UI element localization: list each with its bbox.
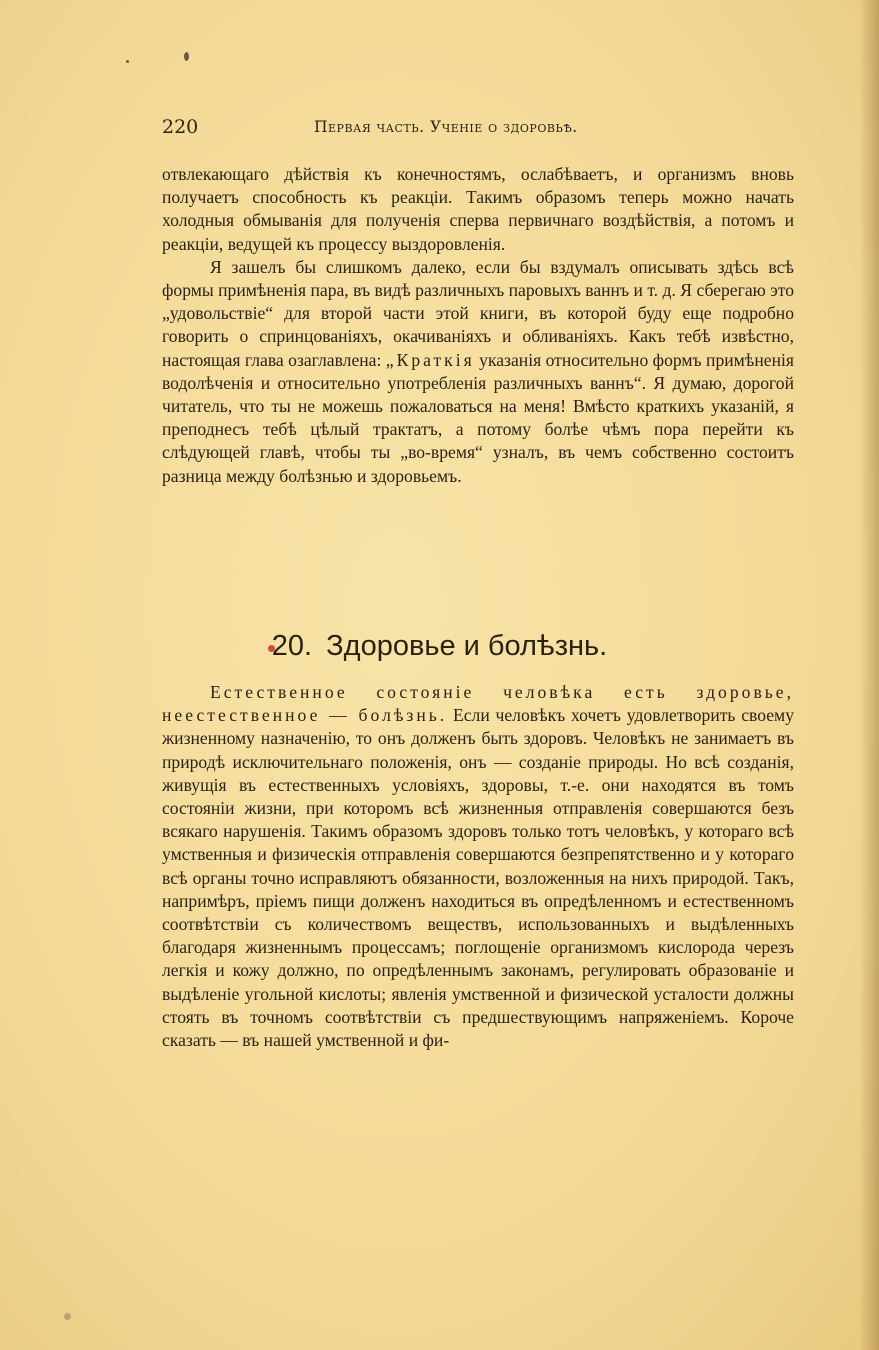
page-number: 220: [162, 116, 199, 138]
section-title: Здоровье и болѣзнь.: [326, 630, 608, 662]
ink-speck: [64, 1313, 71, 1320]
paragraph-text: Я зашелъ бы слишкомъ далеко, если бы вздумалъ описывать здѣсь всѣ формы примѣненія пара, въ видѣ различныхъ паровыхъ ваннъ и т. д. Я сберегаю это „удовольствіе“ для второй части этой книги, въ которой буду еще подробно говорить о спринцованіяхъ, окачиваніяхъ и обливаніяхъ. Какъ тебѣ извѣстно, настоящая глава озаглавлена:: [162, 256, 794, 370]
ink-speck: [126, 60, 129, 63]
section-heading: [0, 630, 879, 663]
paragraph: [162, 681, 794, 1052]
page-header: [162, 116, 802, 140]
running-head: Первая часть. Ученіе о здоровьѣ.: [314, 118, 578, 136]
emphasized-text: „Краткія: [385, 349, 475, 370]
paragraph-text: указанія относительно формъ примѣненія водолѣченія и относительно употребленія различныхъ ваннъ“. Я думаю, дорогой читатель, что ты не можешь пожаловаться на меня! Вмѣсто краткихъ указаній, я преподнесъ тебѣ цѣлый трактатъ, а потому болѣе чѣмъ пора перейти къ слѣдующей главѣ, чтобы ты „во-время“ узналъ, въ чемъ собственно состоитъ разница между болѣзнью и здоровьемъ.: [162, 349, 794, 486]
paragraph: отвлекающаго дѣйствія къ конечностямъ, ослабѣваетъ, и организмъ вновь получаетъ способность къ реакціи. Такимъ образомъ теперь можно начать холодныя обмыванія для полученія сперва первичнаго воздѣйствія, а потомъ и реакціи, ведущей къ процессу выздоровленія.: [162, 164, 794, 254]
paragraph: [162, 256, 794, 488]
text-block-section: [162, 681, 794, 1052]
ink-speck: [184, 52, 189, 61]
section-number: 20.: [271, 630, 313, 662]
emphasized-text: Естественное состояніе человѣка есть здоровье, неестественное — болѣзнь.: [162, 682, 794, 726]
text-block-top: [162, 163, 794, 488]
page-edge-shadow: [859, 0, 879, 1350]
paragraph-text: Если человѣкъ хочетъ удовлетворить своему жизненному назначенію, то онъ долженъ быть здоровъ. Человѣкъ не занимаетъ въ природѣ исключительнаго положенія, онъ — созданіе природы. Но всѣ созданія, живущія въ естественныхъ условіяхъ, здоровы, т.-е. они находятся въ томъ состояніи жизни, при которомъ всѣ жизненныя отправленія совершаются безъ всякаго нарушенія. Такимъ образомъ здоровъ только тотъ человѣкъ, у котораго всѣ умственныя и физическія отправленія совершаются безпрепятственно и у котораго всѣ органы точно исправляютъ обязанности, возложенныя на нихъ природой. Такъ, напримѣръ, пріемъ пищи долженъ находиться въ опредѣленномъ и естественномъ соотвѣтствіи съ количествомъ веществъ, использованныхъ и выдѣленныхъ благодаря жизненнымъ процессамъ; поглощеніе организмомъ кислорода черезъ легкія и кожу должно, по опредѣленнымъ законамъ, регулировать образованіе и выдѣленіе угольной кислоты; явленія умственной и физической усталости должны стоять въ точномъ соотвѣтствіи съ предшествующимъ напряженіемъ. Короче сказать — въ нашей умственной и фи-: [162, 705, 794, 1051]
